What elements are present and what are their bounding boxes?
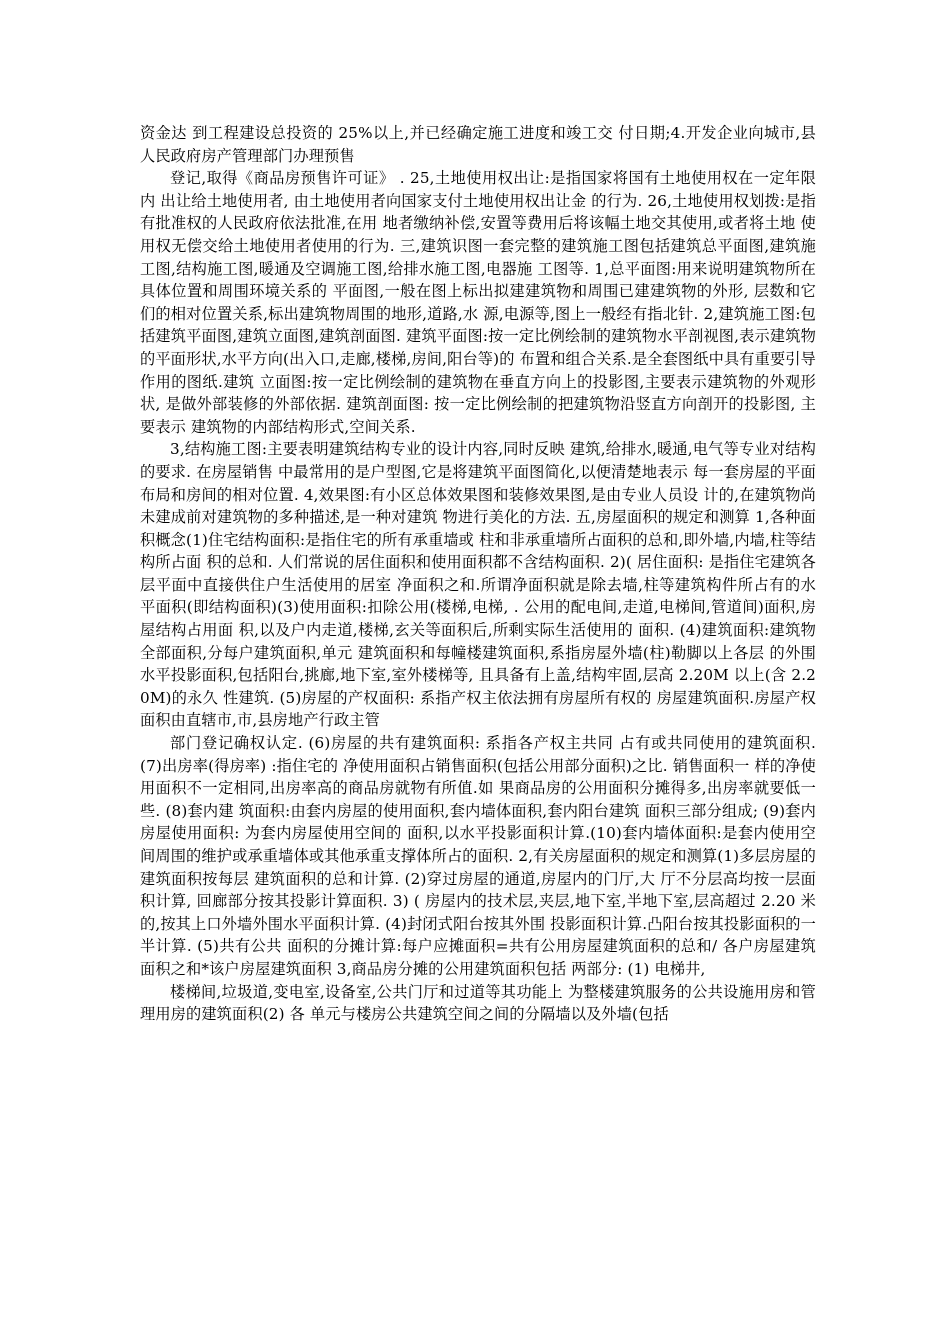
paragraph-2: 登记,取得《商品房预售许可证》 . 25,土地使用权出让:是指国家将国有土地使用权在一定年限内 出让给土地使用者, 由土地使用者向国家支付土地使用权出让金 的行为. 26,土地使用权划拨:是指有批准权的人民政府依法批准,在用 地者缴纳补偿,安置等费用后将该幅土地交其使用,或者将土地 使用权无偿交给土地使用者使用的行为. 三,建筑识图一套完整的建筑施工图包括建筑总平面图,建筑施 工图,结构施工图,暖通及空调施工图,给排水施工图,电器施 工图等. 1,总平面图:用来说明建筑物所在具体位置和周围环境关系的 平面图,一般在图上标出拟建建筑物和周围已建建筑物的外形, 层数和它们的相对位置关系,标出建筑物周围的地形,道路,水 源,电源等,图上一般经有指北针. 2,建筑施工图:包括建筑平面图,建筑立面图,建筑剖面图. 建筑平面图:按一定比例绘制的建筑物水平剖视图,表示建筑物 的平面形状,水平方向(出入口,走廊,楼梯,房间,阳台等)的 布置和组合关系.是全套图纸中具有重要引导作用的图纸.建筑 立面图:按一定比例绘制的建筑物在垂直方向上的投影图,主要表示建筑物的外观形状, 是做外部装修的外部依据. 建筑剖面图: 按一定比例绘制的把建筑物沿竖直方向剖开的投影图, 主要表示 建筑物的内部结构形式,空间关系. bbox=[140, 169, 816, 436]
document-body bbox=[140, 122, 816, 1026]
paragraph-1: 资金达 到工程建设总投资的 25%以上,并已经确定施工进度和竣工交 付日期;4.开发企业向城市,县人民政府房产管理部门办理预售 bbox=[140, 124, 816, 165]
paragraph-5: 楼梯间,垃圾道,变电室,设备室,公共门厅和过道等其功能上 为整楼建筑服务的公共设施用房和管理用房的建筑面积(2) 各 单元与楼房公共建筑空间之间的分隔墙以及外墙(包括 bbox=[140, 982, 816, 1024]
paragraph-4: 部门登记确权认定. (6)房屋的共有建筑面积: 系指各产权主共同 占有或共同使用的建筑面积. (7)出房率(得房率) :指住宅的 净使用面积占销售面积(包括公用部分面积)之比. 销售面积一 样的净使用面积不一定相同,出房率高的商品房就物有所值.如 果商品房的公用面积分摊得多,出房率就要低一些. (8)套内建 筑面积:由套内房屋的使用面积,套内墙体面积,套内阳台建筑 面积三部分组成; (9)套内房屋使用面积: 为套内房屋使用空间的 面积,以水平投影面积计算.(10)套内墙体面积:是套内使用空 间周围的维护或承重墙体或其他承重支撑体所占的面积. 2,有关房屋面积的规定和测算(1)多层房屋的建筑面积按每层 建筑面积的总和计算. (2)穿过房屋的通道,房屋内的门厅,大 厅不分层高均按一层面积计算, 回廊部分按其投影计算面积. 3) ( 房屋内的技术层,夹层,地下室,半地下室,层高超过 2.20 米的,按其上口外墙外围水平面积计算. (4)封闭式阳台按其外围 投影面积计算.凸阳台按其投影面积的一半计算. (5)共有公共 面积的分摊计算:每户应摊面积=共有公用房屋建筑面积的总和/ 各户房屋建筑面积之和*该户房屋建筑面积 3,商品房分摊的公用建筑面积包括 两部分: (1) 电梯井, bbox=[140, 734, 816, 978]
paragraph-3: 3,结构施工图:主要表明建筑结构专业的设计内容,同时反映 建筑,给排水,暖通,电气等专业对结构的要求. 在房屋销售 中最常用的是户型图,它是将建筑平面图简化,以便清楚地表示 每一套房屋的平面布局和房间的相对位置. 4,效果图:有小区总体效果图和装修效果图,是由专业人员设 计的,在建筑物尚未建成前对建筑物的多种描述,是一种对建筑 物进行美化的方法. 五,房屋面积的规定和测算 1,各种面积概念(1)住宅结构面积:是指住宅的所有承重墙或 柱和非承重墙所占面积的总和,即外墙,内墙,柱等结构所占面 积的总和. 人们常说的居住面积和使用面积都不含结构面积. 2)( 居住面积: 是指住宅建筑各层平面中直接供住户生活使用的居室 净面积之和.所谓净面积就是除去墙,柱等建筑构件所占有的水 平面积(即结构面积)(3)使用面积:扣除公用(楼梯,电梯, . 公用的配电间,走道,电梯间,管道间)面积,房屋结构占用面 积,以及户内走道,楼梯,玄关等面积后,所剩实际生活使用的 面积. (4)建筑面积:建筑物全部面积,分每户建筑面积,单元 建筑面积和每幢楼建筑面积,系指房屋外墙(柱)勒脚以上各层 的外围水平投影面积,包括阳台,挑廊,地下室,室外楼梯等, 且具备有上盖,结构牢固,层高 2.20M 以上(含 2.20M)的永久 性建筑. (5)房屋的产权面积: 系指产权主依法拥有房屋所有权的 房屋建筑面积.房屋产权面积由直辖市,市,县房地产行政主管 bbox=[140, 440, 816, 730]
